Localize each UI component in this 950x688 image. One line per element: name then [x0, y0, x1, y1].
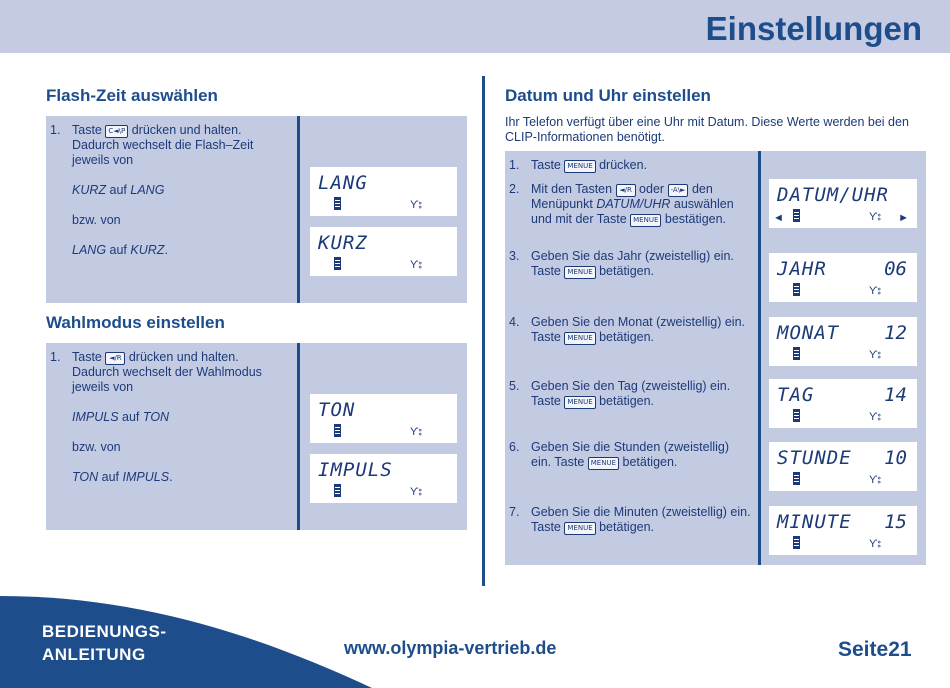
- option-value: IMPULS: [72, 410, 119, 424]
- option-value: KURZ: [130, 243, 165, 257]
- step-text: drücken.: [599, 158, 648, 172]
- lcd-display-datum: [769, 179, 917, 228]
- datum-step-5: [509, 379, 757, 409]
- lcd-value: 12: [884, 322, 907, 344]
- menu-key-icon: MENUE: [630, 214, 661, 227]
- step-number: 6.: [509, 440, 520, 454]
- lcd-text: TON: [318, 399, 356, 421]
- step-number: 1.: [50, 123, 61, 137]
- step-text: jeweils von: [72, 153, 134, 167]
- lcd-text: MONAT: [777, 322, 840, 344]
- lcd-text: IMPULS: [318, 459, 393, 481]
- flash-panel: [46, 116, 467, 303]
- step-number: 3.: [509, 249, 520, 263]
- step-number: 7.: [509, 505, 520, 519]
- lcd-display-jahr: [769, 253, 917, 302]
- antenna-icon: ϒ⦂: [869, 538, 881, 550]
- antenna-icon: ϒ⦂: [869, 285, 881, 297]
- step-number: 1.: [509, 158, 520, 172]
- flash-step-1: [50, 123, 295, 258]
- option-value: TON: [142, 410, 170, 424]
- page-number: [838, 638, 912, 662]
- step-text: betätigen.: [599, 330, 655, 344]
- step-text: Dadurch wechselt der Wahlmodus: [72, 365, 262, 379]
- battery-icon: [793, 409, 800, 422]
- left-key-icon: ◄/R: [616, 184, 636, 197]
- footer-url[interactable]: www.olympia-vertrieb.de: [344, 638, 557, 658]
- step-text: Taste: [72, 350, 102, 364]
- wahl-panel: [46, 343, 467, 530]
- step-text: auf: [122, 410, 140, 424]
- lcd-value: 06: [884, 258, 907, 280]
- step-number: 4.: [509, 315, 520, 329]
- option-value: LANG: [130, 183, 165, 197]
- lcd-text: JAHR: [777, 258, 827, 280]
- step-text: jeweils von: [72, 380, 134, 394]
- battery-icon: [334, 197, 341, 210]
- antenna-icon: ϒ⦂: [410, 199, 422, 211]
- step-text: drücken und halten.: [128, 350, 239, 364]
- lcd-value: 10: [884, 447, 907, 469]
- datum-step-1: [509, 158, 757, 173]
- page-num: 21: [888, 638, 912, 661]
- step-text: Mit den Tasten: [531, 182, 613, 196]
- step-text: betätigen.: [622, 455, 678, 469]
- step-text: Taste: [531, 330, 561, 344]
- right-key-icon: -A\►: [668, 184, 689, 197]
- page-title: Einstellungen: [705, 10, 922, 47]
- step-number: 1.: [50, 350, 61, 364]
- step-text: ein. Taste: [531, 455, 585, 469]
- lcd-display-ton: [310, 394, 457, 443]
- step-text: Menüpunkt: [531, 197, 593, 211]
- antenna-icon: ϒ⦂: [869, 349, 881, 361]
- arrow-left-icon: ◄: [773, 212, 784, 224]
- antenna-icon: ϒ⦂: [869, 474, 881, 486]
- flash-key-icon: C◄\P: [105, 125, 128, 138]
- panel-divider: [297, 116, 300, 303]
- datum-step-3: [509, 249, 757, 279]
- battery-icon: [793, 536, 800, 549]
- redial-key-icon: ◄/R: [105, 352, 125, 365]
- step-text: Geben Sie die Minuten (zweistellig) ein.: [531, 505, 751, 519]
- step-text: auf: [101, 470, 120, 484]
- datum-step-4: [509, 315, 757, 345]
- datum-step-2: [509, 182, 757, 227]
- antenna-icon: ϒ⦂: [869, 411, 881, 423]
- datum-section-title: Datum und Uhr einstellen: [505, 86, 711, 105]
- footer-label-line2: ANLEITUNG: [42, 645, 146, 664]
- step-text: drücken und halten.: [131, 123, 242, 137]
- menu-key-icon: MENUE: [564, 522, 595, 535]
- step-text: bzw. von: [72, 213, 121, 227]
- lcd-display-impuls: [310, 454, 457, 503]
- step-text: den: [691, 182, 713, 196]
- antenna-icon: ϒ⦂: [410, 259, 422, 271]
- lcd-value: 14: [884, 384, 907, 406]
- battery-icon: [793, 283, 800, 296]
- lcd-display-lang: [310, 167, 457, 216]
- datum-step-6: [509, 440, 757, 470]
- panel-divider: [758, 151, 761, 565]
- step-text: Taste: [531, 394, 561, 408]
- step-text: bestätigen.: [664, 212, 727, 226]
- battery-icon: [793, 472, 800, 485]
- lcd-display-monat: [769, 317, 917, 366]
- step-number: 5.: [509, 379, 520, 393]
- option-value: LANG: [72, 243, 107, 257]
- step-text: bzw. von: [72, 440, 121, 454]
- lcd-display-stunde: [769, 442, 917, 491]
- menu-key-icon: MENUE: [564, 160, 595, 173]
- page-label: Seite: [838, 638, 889, 661]
- step-text: Geben Sie den Monat (zweistellig) ein.: [531, 315, 746, 329]
- lcd-text: KURZ: [318, 232, 368, 254]
- option-value: KURZ: [72, 183, 107, 197]
- option-value: IMPULS: [122, 470, 170, 484]
- option-value: TON: [72, 470, 99, 484]
- lcd-value: 15: [884, 511, 907, 533]
- step-text: auf: [109, 243, 127, 257]
- lcd-text: MINUTE: [777, 511, 852, 533]
- datum-panel: [505, 151, 926, 565]
- lcd-text: TAG: [777, 384, 815, 406]
- menu-key-icon: MENUE: [588, 457, 619, 470]
- footer-label-line1: BEDIENUNGS-: [42, 622, 167, 641]
- flash-section-title: Flash-Zeit auswählen: [46, 86, 218, 105]
- step-text: auswählen: [673, 197, 734, 211]
- step-text: .: [169, 470, 173, 484]
- battery-icon: [334, 484, 341, 497]
- step-text: .: [164, 243, 168, 257]
- lcd-display-kurz: [310, 227, 457, 276]
- option-value: DATUM/UHR: [596, 197, 671, 211]
- step-text: betätigen.: [599, 264, 655, 278]
- wahl-step-1: [50, 350, 295, 485]
- battery-icon: [334, 257, 341, 270]
- step-text: und mit der Taste: [531, 212, 627, 226]
- arrow-right-icon: ►: [898, 212, 909, 224]
- lcd-text: LANG: [318, 172, 368, 194]
- step-text: oder: [639, 182, 665, 196]
- lcd-display-tag: [769, 379, 917, 428]
- battery-icon: [793, 209, 800, 222]
- step-number: 2.: [509, 182, 520, 196]
- step-text: betätigen.: [599, 520, 655, 534]
- step-text: Taste: [72, 123, 102, 137]
- battery-icon: [334, 424, 341, 437]
- step-text: Geben Sie den Tag (zweistellig) ein.: [531, 379, 731, 393]
- antenna-icon: ϒ⦂: [869, 211, 881, 223]
- panel-divider: [297, 343, 300, 530]
- lcd-text: STUNDE: [777, 447, 852, 469]
- antenna-icon: ϒ⦂: [410, 486, 422, 498]
- menu-key-icon: MENUE: [564, 332, 595, 345]
- antenna-icon: ϒ⦂: [410, 426, 422, 438]
- menu-key-icon: MENUE: [564, 266, 595, 279]
- step-text: Taste: [531, 520, 561, 534]
- column-divider: [482, 76, 485, 586]
- lcd-text: DATUM/UHR: [777, 184, 889, 206]
- menu-key-icon: MENUE: [564, 396, 595, 409]
- step-text: Taste: [531, 264, 561, 278]
- wahl-section-title: Wahlmodus einstellen: [46, 313, 225, 332]
- step-text: Taste: [531, 158, 561, 172]
- step-text: betätigen.: [599, 394, 655, 408]
- step-text: Dadurch wechselt die Flash–Zeit: [72, 138, 254, 152]
- datum-intro: Ihr Telefon verfügt über eine Uhr mit Datum. Diese Werte werden bei den CLIP-Informationen benötigt.: [505, 115, 909, 144]
- step-text: auf: [109, 183, 127, 197]
- battery-icon: [793, 347, 800, 360]
- step-text: Geben Sie die Stunden (zweistellig): [531, 440, 730, 454]
- datum-step-7: [509, 505, 757, 535]
- step-text: Geben Sie das Jahr (zweistellig) ein.: [531, 249, 734, 263]
- lcd-display-minute: [769, 506, 917, 555]
